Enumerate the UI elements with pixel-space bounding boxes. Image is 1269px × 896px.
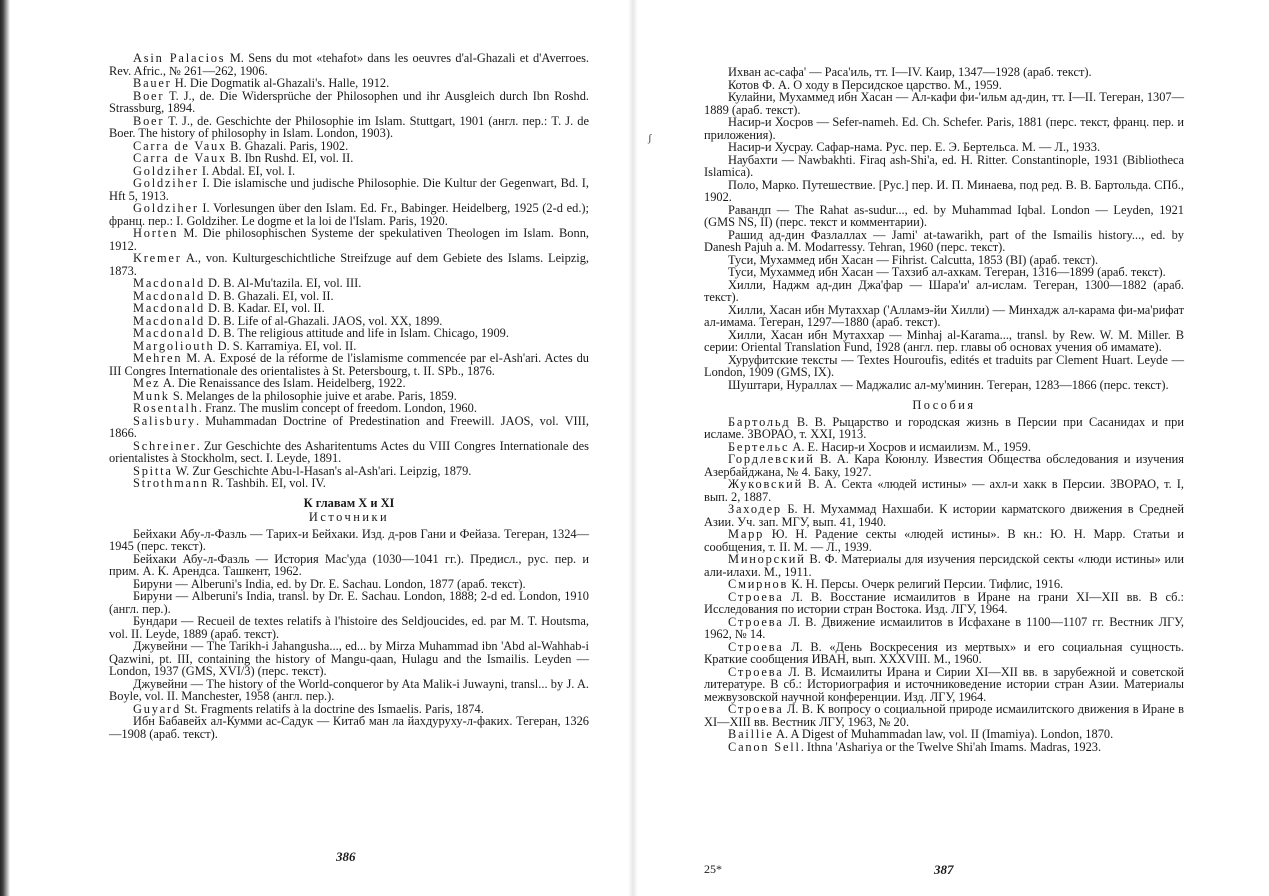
entry-text: Л. В. «День Воскресения из мертвых» и его социальная сущность. Краткие сообщения ИВАН, вып. XXXVIII. М., 1960.: [704, 639, 1184, 666]
list-item: Бейхаки Абу-л-Фазль — Тарих-и Бейхаки. Изд. д-ров Гани и Фейаза. Тегеран, 1324—1945 (перс. текст).: [109, 526, 589, 553]
list-item: Хилли, Наджм ад-дин Джа'фар — Шара'и' ал-ислам. Тегеран, 1300—1882 (араб. текст).: [704, 277, 1184, 304]
entry-text: M. Sens du mot «tehafot» dans les oeuvres d'al-Ghazali et d'Averroes. Rev. Afric., № 261—262, 1906.: [109, 51, 590, 78]
entry-text: A. Die Renaissance des Islam. Heidelberg, 1922.: [160, 376, 406, 390]
list-item: [704, 741, 1184, 754]
entry-author: Margoliouth: [133, 338, 215, 353]
right-page: [634, 0, 1269, 896]
sources-heading: Источники: [308, 510, 390, 524]
entry-text: . Zur Geschichte des Asharitentums Actes du VIII Congres Internationale des orientalistes à Stockholm, sect. I. Leyde, 1891.: [109, 438, 589, 465]
left-column: [109, 52, 589, 740]
entry-author: Strothmann: [133, 476, 209, 490]
entry-text: A. A Digest of Muhammadan law, vol. II (Imamiya). London, 1870.: [773, 727, 1114, 741]
entry-text: D. B. Al-Mu'tazila. EI, vol. III.: [204, 276, 362, 290]
entry-text: Ю. Н. Радение секты «людей истины». В кн.: Ю. Н. Марр. Статьи и сообщения, т. II. М. — Л., 1939.: [704, 527, 1184, 554]
entry-text: W. Zur Geschichte Abu-l-Hasan's al-Ash'ari. Leipzig, 1879.: [172, 463, 472, 478]
entry-text: Л. В. Восстание исмаилитов в Иране на грани XI—XII вв. В сб.: Исследования по истории стран Востока. Изд. ЛГУ, 1964.: [704, 589, 1184, 616]
entry-author: Жуковский: [728, 477, 804, 491]
margin-mark: ʃ: [648, 132, 652, 144]
signature-mark: 25*: [704, 862, 722, 876]
entry-text: S. Melanges de la philosophie juive et arabe. Paris, 1859.: [169, 388, 457, 403]
list-item: Джувейни — The Tarikh-i Jahangusha..., ed... by Mirza Muhammad ibn 'Abd al-Wahhab-i Qazwini, pt. III, containing the history of Mangu-qaan, Hulagu and the Ismailis. Leyden — London, 1937 (GMS, XVI/3) (перс. текст).: [109, 639, 589, 678]
list-item: [109, 352, 589, 377]
chapter-heading: К главам X и XI: [303, 495, 395, 510]
list-item: Джувейни — The history of the World-conqueror by Ata Malik-i Juwayni, transl... by J. A. Boyle, vol. II. Manchester, 1958 (англ. пер.).: [109, 676, 589, 703]
entry-author: Goldziher: [133, 201, 199, 215]
list-item: [704, 666, 1184, 704]
entry-author: Смирнов: [728, 577, 789, 591]
entry-text: H. Die Dogmatik al-Ghazali's. Halle, 1912.: [171, 76, 390, 90]
list-item: [704, 416, 1184, 441]
entry-author: Минорский: [728, 552, 806, 566]
entry-author: Macdonald: [133, 313, 205, 328]
list-item: [704, 503, 1184, 528]
entry-author: Строева: [728, 639, 784, 654]
list-item: Бундари — Recueil de textes relatifs à l'histoire des Seldjoucides, ed. par M. T. Houtsma, vol. II. Leyde, 1889 (араб. текст).: [109, 614, 589, 641]
list-item: [704, 616, 1184, 641]
entry-author: Goldziher: [133, 176, 199, 190]
list-item: Бируни — Alberuni's India, transl. by Dr. E. Sachau. London, 1888; 2-d ed. London, 1910 (англ. пер.).: [109, 589, 589, 616]
entry-text: В. А. Секта «людей истины» — ахл-и хакк в Персии. ЗВОРАО, т. I, вып. 2, 1887.: [704, 477, 1184, 504]
entry-text: B. Ghazali. Paris, 1902.: [227, 138, 349, 153]
list-item: [109, 477, 589, 490]
entry-author: Schreiner: [133, 438, 197, 453]
list-item: [704, 591, 1184, 616]
entry-author: Macdonald: [133, 326, 205, 340]
list-item: Ихван ас-сафа' — Раса'иль, тт. I—IV. Каир, 1347—1928 (араб. текст).: [728, 65, 1092, 79]
bibliography-list-aids: [704, 416, 1184, 754]
entry-text: St. Fragments relatifs à la doctrine des Ismaelis. Paris, 1874.: [180, 701, 484, 716]
entry-author: Salisbury: [133, 413, 197, 428]
entry-author: Kremer: [133, 251, 182, 265]
list-item: Котов Ф. А. О ходу в Персидское царство. М., 1959.: [728, 77, 1002, 92]
entry-text: А. Е. Насир-и Хосров и исмаилизм. М., 1959.: [789, 439, 1031, 454]
entry-author: Asin Palacios: [133, 51, 226, 65]
list-item: Шуштари, Нураллах — Маджалис ал-му'минин. Тегеран, 1283—1866 (перс. текст).: [728, 377, 1169, 392]
list-item: [704, 703, 1184, 728]
entry-author: Macdonald: [133, 288, 205, 303]
entry-author: Munk: [133, 388, 170, 403]
list-item: Насир-и Хосров — Sefer-nameh. Ed. Ch. Schefer. Paris, 1881 (перс. текст, франц. пер. и приложения).: [704, 115, 1184, 142]
entry-author: Строева: [728, 614, 784, 629]
list-item: Бируни — Alberuni's India, ed. by Dr. E. Sachau. London, 1877 (араб. текст).: [133, 576, 526, 591]
entry-author: Canon Sell: [728, 739, 801, 754]
list-item: [704, 478, 1184, 503]
list-item: [109, 115, 589, 140]
page-number: 387: [934, 862, 954, 877]
entry-text: . Muhammadan Doctrine of Predestination and Freewill. JAOS, vol. VIII, 1866.: [109, 413, 589, 440]
list-item: Хилли, Хасан ибн Мутаххар — Minhaj al-Karama..., transl. by Rew. W. M. Miller. В серии: Oriental Translation Fund, 1928 (англ. пер. главы об основах учения об имамате).: [704, 327, 1184, 354]
entry-text: M. A. Exposé de la réforme de l'islamisme commencée par el-Ash'ari. Actes du III Congres Internationale des orientalistes à St. Petersbourg, t. II. SPb., 1876.: [109, 351, 589, 378]
entry-text: B. Ibn Rushd. EI, vol. II.: [227, 151, 354, 165]
list-item: [704, 641, 1184, 666]
list-item: [109, 440, 589, 465]
list-item: Наубахти — Nawbakhti. Firaq ash-Shi'a, ed. H. Ritter. Constantinople, 1931 (Bibliotheca Islamica).: [704, 152, 1184, 179]
list-item: Насир-и Хусрау. Сафар-нама. Рус. пер. Е. Э. Бертельса. М. — Л., 1933.: [728, 140, 1101, 154]
list-item: [109, 415, 589, 440]
bibliography-list-western: [109, 52, 589, 490]
list-item: Бейхаки Абу-л-Фазль — История Мас'уда (1030—1041 гг.). Предисл., рус. пер. и прим. А. К. Арендса. Ташкент, 1962.: [109, 551, 589, 578]
entry-text: I. Die islamische und judische Philosophie. Die Kultur der Gegenwart, Bd. I, Hft 5, 1913.: [109, 176, 589, 203]
entry-text: D. B. Ghazali. EI, vol. II.: [204, 288, 334, 303]
entry-text: D. S. Karramiya. EI, vol. II.: [214, 338, 357, 353]
entry-author: Строева: [728, 664, 784, 679]
list-item: Ибн Бабавейх ал-Кумми ас-Садук — Китаб ман ла йахдуруху-л-факих. Тегеран, 1326—1908 (араб. текст).: [109, 714, 589, 741]
entry-author: Carra de Vaux: [133, 138, 228, 153]
entry-text: В. В. Рыцарство и городская жизнь в Персии при Сасанидах и при исламе. ЗВОРАО, т. XXI, 1913.: [704, 414, 1184, 441]
entry-author: Guyard: [133, 701, 181, 716]
entry-text: К. Н. Персы. Очерк религий Персии. Тифлис, 1916.: [788, 577, 1064, 591]
list-item: Туси, Мухаммед ибн Хасан — Fihrist. Calcutta, 1853 (BI) (араб. текст).: [728, 252, 1099, 267]
entry-author: Horten: [133, 226, 179, 240]
sources-list: [109, 528, 589, 703]
entry-author: Macdonald: [133, 301, 205, 315]
entry-author: Baillie: [728, 727, 774, 741]
entry-text: D. B. The religious attitude and life in Islam. Chicago, 1909.: [204, 326, 509, 340]
list-item: Туси, Мухаммед ибн Хасан — Тахзиб ал-ахкам. Тегеран, 1316—1899 (араб. текст).: [728, 265, 1166, 279]
list-item: [109, 52, 589, 77]
entry-text: Л. В. К вопросу о социальной природе исмаилитского движения в Иране в XI—XIII вв. Вестник ЛГУ, 1963, № 20.: [704, 702, 1184, 729]
entry-author: Бартольд: [728, 414, 791, 429]
left-page: [0, 0, 634, 896]
entry-text: R. Tashbih. EI, vol. IV.: [208, 476, 326, 490]
entry-author: Марр: [728, 527, 765, 541]
sources-list: [704, 66, 1184, 391]
entry-author: Rosentalh: [133, 401, 199, 415]
list-item: Поло, Марко. Путешествие. [Рус.] пер. И. П. Минаева, под ред. В. В. Бартольда. СПб., 1902.: [704, 177, 1184, 204]
entry-author: Гордлевский: [728, 452, 815, 466]
entry-text: I. Abdal. EI, vol. I.: [198, 163, 296, 178]
entry-text: В. Ф. Материалы для изучения персидской секты «люди истины» или али-илахи. М., 1911.: [704, 552, 1184, 579]
entry-text: I. Vorlesungen über den Islam. Ed. Fr., Babinger. Heidelberg, 1925 (2-d ed.); франц. пер.: I. Goldziher. Le dogme et la loi de l'Islam. Paris, 1920.: [109, 201, 589, 228]
entry-text: Б. Н. Мухаммад Нахшаби. К истории карматского движения в Средней Азии. Уч. зап. МГУ, вып. 41, 1940.: [704, 502, 1184, 529]
entry-author: Goldziher: [133, 163, 199, 178]
entry-text: D. B. Kadar. EI, vol. II.: [204, 301, 325, 315]
entry-author: Mez: [133, 376, 161, 390]
entry-author: Mehren: [133, 351, 183, 365]
list-item: [704, 553, 1184, 578]
list-item: Хилли, Хасан ибн Мутаххар ('Алламэ-йи Хилли) — Минхадж ал-карама фи-ма'рифат ал-имама. Тегеран, 1297—1880 (араб. текст).: [704, 302, 1184, 329]
entry-author: Boer: [133, 88, 165, 103]
entry-author: Macdonald: [133, 276, 205, 290]
entry-text: Л. В. Исмаилиты Ирана и Сирии XI—XII вв. в зарубежной и советской литературе. В сб.: Историография и источниковедение истории стран Азии. Материалы межвузовской научной конференции. Изд. ЛГУ, 1964.: [704, 664, 1184, 704]
entry-author: Заходер: [728, 502, 782, 516]
entry-author: Строева: [728, 589, 784, 604]
list-item: [109, 177, 589, 202]
list-item: Кулайни, Мухаммед ибн Хасан — Ал-кафи фи-'ильм ад-дин, тт. I—II. Тегеран, 1307—1889 (араб. текст).: [704, 90, 1184, 117]
entry-text: D. B. Life of al-Ghazali. JAOS, vol. XX, 1899.: [204, 313, 443, 328]
aids-heading: Пособия: [912, 398, 976, 412]
list-item: Рашид ад-дин Фазлаллах — Jami' at-tawarikh, part of the Ismailis history..., ed. by Danesh Pajuh a. M. Modarressy. Tehran, 1960 (перс. текст).: [704, 227, 1184, 254]
right-column: [704, 66, 1184, 753]
entry-text: . Franz. The muslim concept of freedom. London, 1960.: [198, 401, 477, 415]
list-item: [109, 202, 589, 227]
list-item: [704, 453, 1184, 478]
list-item: [704, 528, 1184, 553]
entry-author: Boer: [133, 113, 165, 128]
list-item: [109, 252, 589, 277]
page-number: 386: [336, 849, 356, 864]
list-item: [109, 90, 589, 115]
entry-text: T. J., de. Geschichte der Philosophie im Islam. Stuttgart, 1901 (англ. пер.: T. J. de Boer. The history of philosophy in Islam. London, 1903).: [109, 113, 589, 140]
entry-text: A., von. Kulturgeschichtliche Streifzuge auf dem Gebiete des Islams. Leipzig, 1873.: [109, 251, 589, 278]
entry-author: Бертельс: [728, 439, 790, 454]
list-item: Равандп — The Rahat as-sudur..., ed. by Muhammad Iqbal. London — Leyden, 1921 (GMS NS, II) (перс. текст и комментарии).: [704, 202, 1184, 229]
list-item: Хуруфитские тексты — Textes Houroufis, edités et traduits par Clement Huart. Leyde — London, 1909 (GMS, IX).: [704, 352, 1184, 379]
entry-author: Spitta: [133, 463, 173, 478]
entry-author: Carra de Vaux: [133, 151, 228, 165]
entry-text: Л. В. Движение исмаилитов в Исфахане в 1100—1107 гг. Вестник ЛГУ, 1962, № 14.: [704, 614, 1184, 641]
list-item: [109, 227, 589, 252]
entry-author: Строева: [728, 702, 784, 716]
entry-text: В. А. Кара Коюнлу. Известия Общества обследования и изучения Азербайджана, № 4. Баку, 1927.: [704, 452, 1184, 479]
entry-author: Bauer: [133, 76, 172, 90]
entry-text: M. Die philosophischen Systeme der spekulativen Theologen im Islam. Bonn, 1912.: [109, 226, 589, 253]
entry-text: T. J., de. Die Widersprüche der Philosophen und ihr Ausgleich durch Ibn Roshd. Strassburg, 1894.: [109, 88, 589, 115]
entry-text: . Ithna 'Ashariya or the Twelve Shi'ah Imams. Madras, 1923.: [800, 739, 1102, 754]
